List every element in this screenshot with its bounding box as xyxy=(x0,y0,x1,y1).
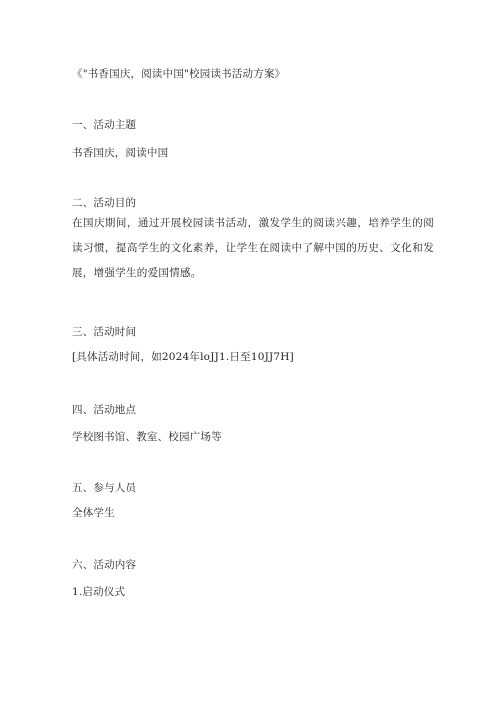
section-text-time: [具体活动时间，如2024年loJJ1.日至10JJ7H] xyxy=(72,351,294,363)
section-text-location: 学校图书馆、教室、校园广场等 xyxy=(72,431,222,443)
section-heading-theme: 一、活动主题 xyxy=(72,119,137,131)
section-text-content: 1.启动仪式 xyxy=(72,586,126,598)
document-title: 《"书香国庆，阅读中国"校园读书活动方案》 xyxy=(72,68,286,80)
section-text-purpose: 在国庆期间，通过开展校园读书活动，激发学生的阅读兴趣，培养学生的阅读习惯，提高学生的文化素养，让学生在阅读中了解中国的历史、文化和发展，增强学生的爱国情感。 xyxy=(72,217,434,279)
section-heading-time: 三、活动时间 xyxy=(72,326,137,338)
section-heading-location: 四、活动地点 xyxy=(72,404,137,416)
section-text-participants: 全体学生 xyxy=(72,507,115,519)
section-heading-purpose: 二、活动目的 xyxy=(72,197,137,209)
section-heading-content: 六、活动内容 xyxy=(72,559,137,571)
section-heading-participants: 五、参与人员 xyxy=(72,482,137,494)
section-text-theme: 书香国庆，阅读中国 xyxy=(72,147,169,159)
